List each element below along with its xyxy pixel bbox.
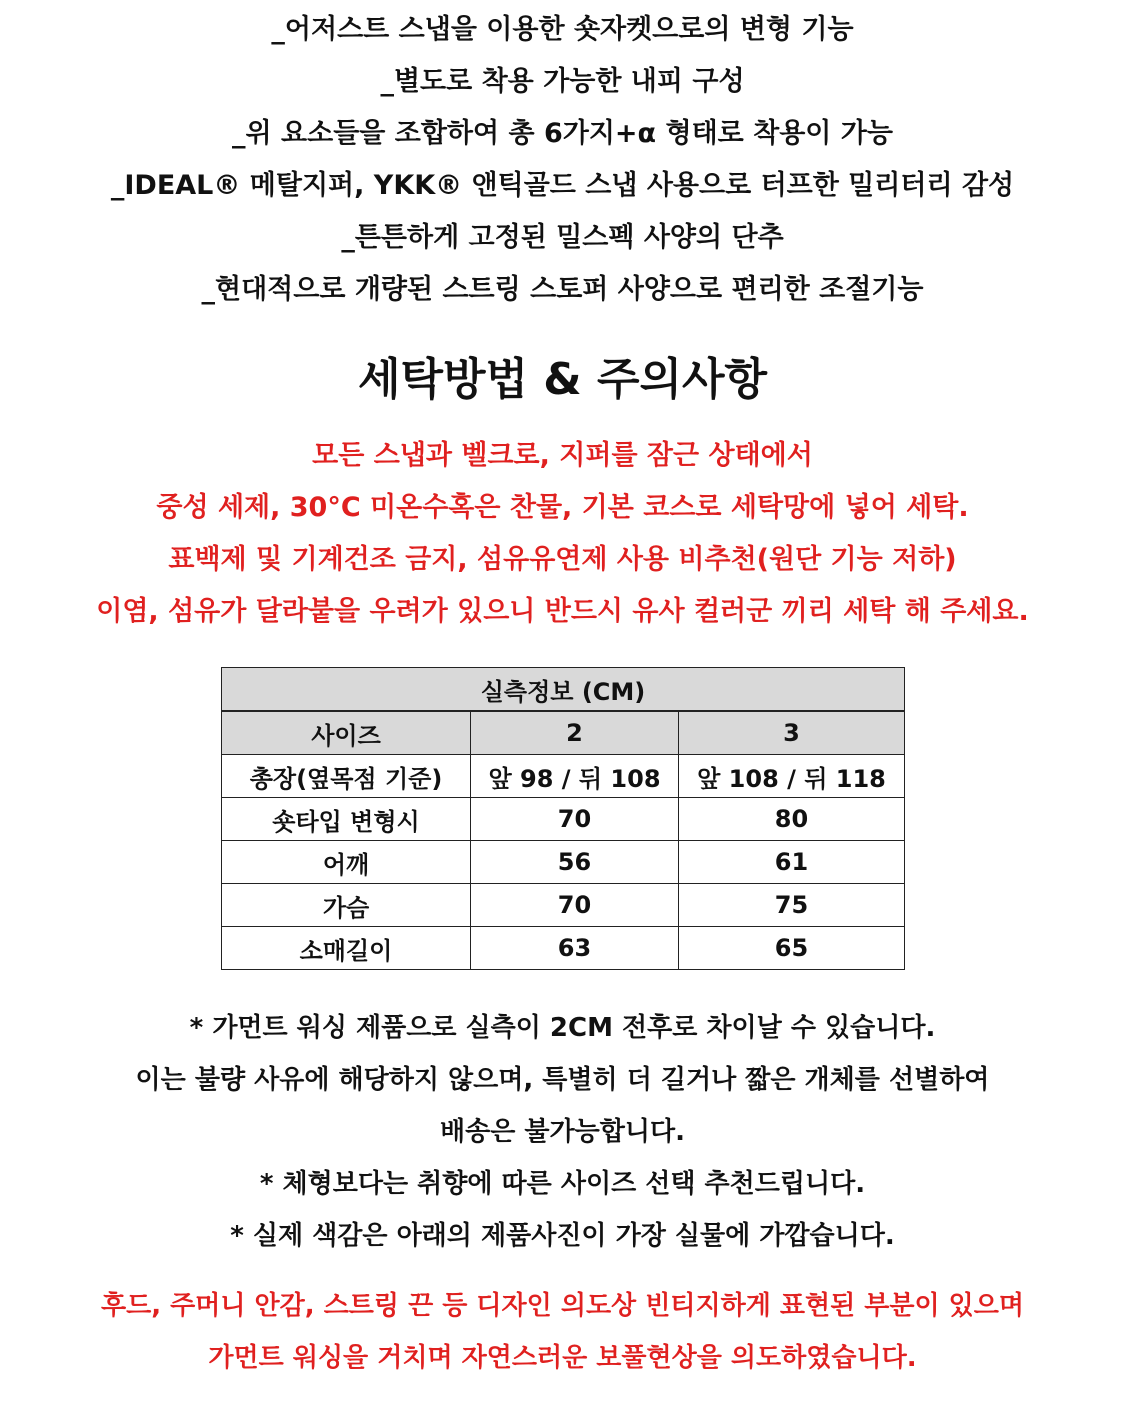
table-cell: 75 — [679, 884, 905, 927]
feature-line: _튼튼하게 고정된 밀스펙 사양의 단추 — [341, 222, 784, 253]
table-cell: 앞 98 / 뒤 108 — [471, 755, 679, 798]
table-cell: 앞 108 / 뒤 118 — [679, 755, 905, 798]
row-label: 숏타입 변형시 — [222, 798, 471, 841]
note-line: 배송은 불가능합니다. — [440, 1117, 685, 1147]
table-row — [222, 841, 905, 884]
vintage-notice — [0, 1280, 1125, 1384]
row-label: 가슴 — [222, 884, 471, 927]
row-label: 소매길이 — [222, 927, 471, 970]
feature-line: _IDEAL® 메탈지퍼, YKK® 앤틱골드 스냅 사용으로 터프한 밀리터리 감성 — [110, 170, 1015, 201]
care-line: 중성 세제, 30°C 미온수혹은 찬물, 기본 코스로 세탁망에 넣어 세탁. — [156, 492, 969, 523]
table-row — [222, 927, 905, 970]
table-cell: 56 — [471, 841, 679, 884]
care-line: 표백제 및 기계건조 금지, 섬유유연제 사용 비추천(원단 기능 저하) — [168, 544, 957, 575]
table-row — [222, 884, 905, 927]
table-cell: 63 — [471, 927, 679, 970]
note-line: * 실제 색감은 아래의 제품사진이 가장 실물에 가깝습니다. — [230, 1221, 895, 1251]
table-row — [222, 798, 905, 841]
feature-list — [0, 4, 1125, 316]
row-label: 어깨 — [222, 841, 471, 884]
header-cell: 2 — [471, 711, 679, 755]
note-line: * 체형보다는 취향에 따른 사이즈 선택 추천드립니다. — [259, 1169, 866, 1199]
feature-line: _현대적으로 개량된 스트링 스토퍼 사양으로 편리한 조절기능 — [201, 274, 924, 305]
table-cell: 61 — [679, 841, 905, 884]
size-table-caption: 실측정보 (CM) — [222, 668, 905, 712]
note-line: 이는 불량 사유에 해당하지 않으며, 특별히 더 길거나 짧은 개체를 선별하여 — [135, 1065, 990, 1095]
vintage-line: 후드, 주머니 안감, 스트링 끈 등 디자인 의도상 빈티지하게 표현된 부분이 있으며 — [100, 1291, 1025, 1321]
size-table-caption-row — [222, 668, 905, 712]
header-cell: 사이즈 — [222, 711, 471, 755]
feature-line: _별도로 착용 가능한 내피 구성 — [380, 66, 745, 97]
care-section-title: 세탁방법 & 주의사항 — [357, 354, 768, 405]
table-cell: 65 — [679, 927, 905, 970]
note-line: * 가먼트 워싱 제품으로 실측이 2CM 전후로 차이날 수 있습니다. — [189, 1013, 936, 1043]
row-label: 총장(옆목점 기준) — [222, 755, 471, 798]
table-row — [222, 755, 905, 798]
care-instructions — [0, 430, 1125, 638]
table-cell: 70 — [471, 798, 679, 841]
size-table-header-row — [222, 711, 905, 755]
care-line: 이염, 섬유가 달라붙을 우려가 있으니 반드시 유사 컬러군 끼리 세탁 해 주세요. — [96, 596, 1029, 627]
care-line: 모든 스냅과 벨크로, 지퍼를 잠근 상태에서 — [312, 440, 813, 471]
table-cell: 70 — [471, 884, 679, 927]
vintage-line: 가먼트 워싱을 거치며 자연스러운 보풀현상을 의도하였습니다. — [208, 1343, 917, 1373]
table-cell: 80 — [679, 798, 905, 841]
size-notes — [0, 1002, 1125, 1262]
size-table — [221, 667, 905, 970]
header-cell: 3 — [679, 711, 905, 755]
feature-line: _어저스트 스냅을 이용한 숏자켓으로의 변형 기능 — [271, 14, 854, 45]
feature-line: _위 요소들을 조합하여 총 6가지+α 형태로 착용이 가능 — [232, 118, 893, 149]
